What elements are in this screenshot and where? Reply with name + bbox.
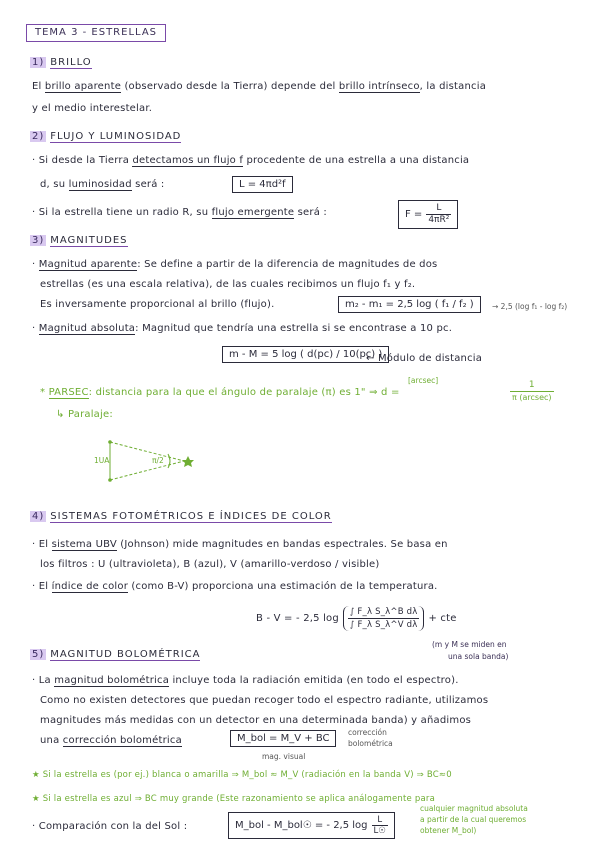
solar-comparison-fraction xyxy=(372,815,388,836)
bolometric-note-1: corrección xyxy=(348,728,387,737)
luminosity-formula: L = 4πd²f xyxy=(232,176,293,193)
section-5-title: MAGNITUD BOLOMÉTRICA xyxy=(50,649,201,660)
section-1-title: BRILLO xyxy=(50,57,92,68)
s3-magnitud-absoluta: Magnitud absoluta xyxy=(38,323,136,334)
s2-b1-c: d, su xyxy=(40,179,66,190)
s5-line1 xyxy=(32,674,459,688)
s1-brillo-intrinseco: brillo intrínseco xyxy=(338,81,420,92)
parallax-angle-arc xyxy=(168,454,170,468)
s5-side-note-2: una sola banda) xyxy=(448,652,509,661)
color-index-num: ∫ F_λ S_λ^B dλ xyxy=(349,607,418,617)
s4-line3 xyxy=(32,580,438,594)
section-4-heading xyxy=(30,510,332,524)
solar-comparison-formula xyxy=(228,812,395,839)
page-title: TEMA 3 - ESTRELLAS xyxy=(26,24,166,42)
s3-m2-line1: · Magnitud absoluta: Magnitud que tendría una estrella si se encontrase a 10 pc. xyxy=(32,323,453,334)
parallax-angle-label: π/2 xyxy=(152,456,164,465)
magnitude-difference-note: → 2,5 (log f₁ - log f₂) xyxy=(492,302,568,311)
s1-text-c: , la distancia xyxy=(419,81,487,92)
section-5-heading xyxy=(30,648,200,662)
s1-brillo-aparente: brillo aparente xyxy=(44,81,122,92)
s4-indice-color: índice de color xyxy=(51,581,129,592)
color-index-formula xyxy=(256,606,457,631)
star-icon xyxy=(182,456,194,467)
section-1-number: 1) xyxy=(32,57,45,68)
s4-line1 xyxy=(32,538,448,552)
s2-b1-a: · Si desde la Tierra xyxy=(32,155,130,166)
s2-flujo-detectado: detectamos un flujo f xyxy=(132,155,244,166)
parsec-definition: * PARSEC: distancia para la que el ángulo de paralaje (π) es 1" ⇒ d = xyxy=(40,387,400,398)
parsec-label: PARSEC xyxy=(48,387,89,398)
color-index-den: ∫ F_λ S_λ^V dλ xyxy=(349,620,418,630)
s4-line2: los filtros : U (ultravioleta), B (azul), V (amarillo-verdoso / visible) xyxy=(40,559,380,570)
paralaje-label: ↳ Paralaje: xyxy=(56,409,113,420)
section-3-title: MAGNITUDES xyxy=(50,235,128,246)
green-note-5: obtener M_bol) xyxy=(420,826,477,835)
s1-line2: y el medio interestelar. xyxy=(32,103,153,114)
s5-line4 xyxy=(40,734,182,748)
s1-text-b: (observado desde la Tierra) depende del xyxy=(124,81,336,92)
s3-m1-line1: · Magnitud aparente: Se define a partir de la diferencia de magnitudes de dos xyxy=(32,259,438,270)
s3-m2-a: : Magnitud que tendría una estrella si se encontrase a 10 pc. xyxy=(135,323,453,334)
s2-b1-b: procedente de una estrella a una distancia xyxy=(246,155,470,166)
parallax-triangle xyxy=(110,442,184,480)
parallax-line-bottom xyxy=(110,461,184,480)
section-2-title: FLUJO Y LUMINOSIDAD xyxy=(50,131,182,142)
section-4-title: SISTEMAS FOTOMÉTRICOS E ÍNDICES DE COLOR xyxy=(50,511,332,522)
s2-b2-b: será : xyxy=(297,207,327,218)
s5-side-note-1: (m y M se miden en xyxy=(432,640,507,649)
s5-magnitud-bolometrica: magnitud bolométrica xyxy=(54,675,170,686)
s4-l3-b: (como B-V) proporciona una estimación de la temperatura. xyxy=(131,581,438,592)
solar-comparison-lhs: M_bol - M_bol☉ = - 2,5 log xyxy=(235,820,368,831)
magnitude-difference-formula: m₂ - m₁ = 2,5 log ( f₁ / f₂ ) xyxy=(338,296,481,313)
flux-formula-lhs: F = xyxy=(405,209,423,220)
green-note-2: ★ Si la estrella es azul ⇒ BC muy grande (Este razonamiento se aplica análogamente para xyxy=(32,794,435,804)
s5-l1-a: · La xyxy=(32,675,51,686)
s4-l1-b: (Johnson) mide magnitudes en bandas espectrales. Se basa en xyxy=(120,539,448,550)
flux-formula-num: L xyxy=(436,203,442,213)
s1-text-a: El xyxy=(32,81,42,92)
s2-b2-a: · Si la estrella tiene un radio R, su xyxy=(32,207,209,218)
solar-comparison-num: L xyxy=(377,815,383,825)
color-index-fraction xyxy=(343,606,425,631)
s5-correccion-bolometrica: corrección bolométrica xyxy=(62,735,182,746)
s2-flujo-emergente: flujo emergente xyxy=(211,207,295,218)
distance-modulus-formula: m - M = 5 log ( d(pc) / 10(pc) ) xyxy=(222,346,389,363)
bolometric-under-note: mag. visual xyxy=(262,752,306,761)
parsec-fraction-num: 1 xyxy=(528,380,535,390)
s4-l3-a: · El xyxy=(32,581,49,592)
bolometric-formula: M_bol = M_V + BC xyxy=(230,730,336,747)
earth-position-bottom xyxy=(108,478,112,482)
s5-line2: Como no existen detectores que puedan recoger todo el espectro radiante, utilizamos xyxy=(40,695,489,706)
parallax-baseline-label: 1UA xyxy=(94,456,110,465)
parsec-text: : distancia para la que el ángulo de paralaje (π) es 1" ⇒ d = xyxy=(88,387,400,398)
s2-luminosidad: luminosidad xyxy=(68,179,132,190)
s3-m1-a: : Se define a partir de la diferencia de magnitudes de dos xyxy=(137,259,438,270)
s3-magnitud-aparente: Magnitud aparente xyxy=(38,259,138,270)
s5-line5: · Comparación con la del Sol : xyxy=(32,821,188,832)
solar-comparison-den: L☉ xyxy=(373,826,386,836)
s2-b1-d: será : xyxy=(135,179,165,190)
distance-modulus-note: ← Módulo de distancia xyxy=(366,353,483,364)
section-5-number: 5) xyxy=(32,649,45,660)
section-3-number: 3) xyxy=(32,235,45,246)
s5-l4-a: una xyxy=(40,735,60,746)
s4-sistema-ubv: sistema UBV xyxy=(51,539,117,550)
s3-m1-line3: Es inversamente proporcional al brillo (flujo). xyxy=(40,299,275,310)
s5-l1-b: incluye toda la radiación emitida (en todo el espectro). xyxy=(172,675,459,686)
parallax-line-top xyxy=(110,442,184,461)
section-4-number: 4) xyxy=(32,511,45,522)
parsec-unit: [arcsec] xyxy=(408,376,439,385)
parsec-fraction-den: π (arcsec) xyxy=(512,393,552,402)
green-note-4: a partir de la cual queremos xyxy=(420,815,527,824)
bolometric-note-2: bolométrica xyxy=(348,739,393,748)
green-note-1: ★ Si la estrella es (por ej.) blanca o amarilla ⇒ M_bol ≈ M_V (radiación en la banda V) ⇒ BC≈0 xyxy=(32,770,452,780)
s4-l1-a: · El xyxy=(32,539,49,550)
earth-position-top xyxy=(108,440,112,444)
s5-line3: magnitudes más medidas con un detector en una determinada banda) y añadimos xyxy=(40,715,472,726)
s3-m1-line2: estrellas (es una escala relativa), de las cuales recibimos un flujo f₁ y f₂. xyxy=(40,279,416,290)
section-2-number: 2) xyxy=(32,131,45,142)
flux-formula-den: 4πR² xyxy=(428,215,450,225)
color-index-tail: + cte xyxy=(428,612,457,624)
green-note-3: cualquier magnitud absoluta xyxy=(420,804,528,813)
color-index-lhs: B - V = - 2,5 log xyxy=(256,612,339,624)
